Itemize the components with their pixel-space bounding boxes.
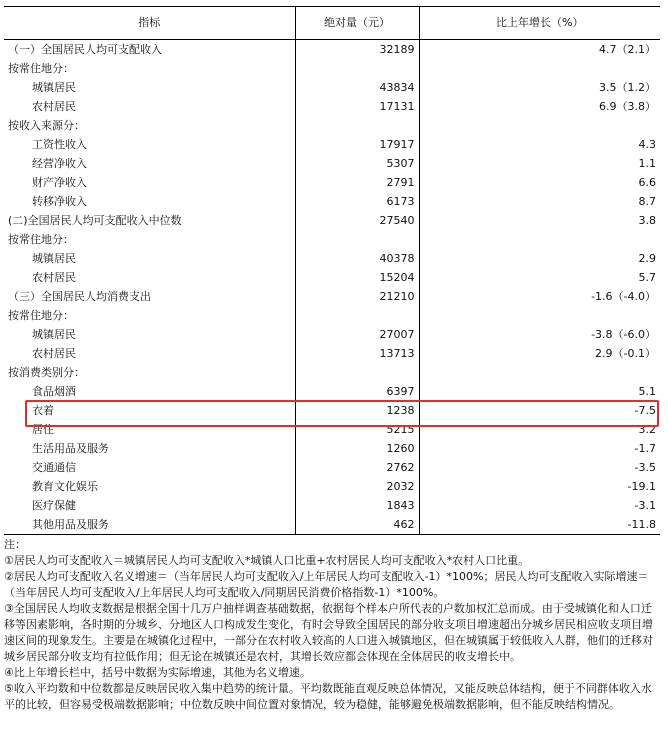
row-growth [419,306,660,325]
row-absolute-value: 2762 [295,458,419,477]
row-absolute-value [295,306,419,325]
row-label: 农村居民 [32,270,76,284]
row-growth: 2.9（-0.1） [419,344,660,363]
row-growth: 6.6 [419,173,660,192]
note-4: ④比上年增长栏中，括号中数据为实际增速，其他为名义增速。 [4,666,311,679]
row-growth [419,59,660,78]
row-label: 按常住地分： [8,232,74,246]
table-row [4,192,660,211]
row-growth: -19.1 [419,477,660,496]
row-label: 财产净收入 [32,175,87,189]
table-row [4,40,660,60]
row-label: （三）全国居民人均消费支出 [8,289,151,303]
notes-section [4,537,660,713]
row-label: （一）全国居民人均可支配收入 [8,42,162,56]
table-body [4,40,660,535]
row-absolute-value: 13713 [295,344,419,363]
row-label: 农村居民 [32,346,76,360]
row-label: 按常住地分： [8,308,74,322]
table-row [4,78,660,97]
table-row [4,458,660,477]
table-row [4,97,660,116]
table-row [4,116,660,135]
row-label: 衣着 [32,403,54,417]
row-growth [419,230,660,249]
row-absolute-value: 40378 [295,249,419,268]
table-row [4,401,660,420]
row-label: 食品烟酒 [32,384,76,398]
note-5: ⑤收入平均数和中位数都是反映居民收入集中趋势的统计量。平均数既能直观反映总体情况，又能反映总体结构，便于不同群体收入水平的比较，但容易受极端数据影响；中位数反映中间位置对象情况，较为稳健，能够避免极端数据影响，但不能反映结构情况。 [4,682,652,711]
row-absolute-value: 1843 [295,496,419,515]
row-label: 医疗保健 [32,498,76,512]
row-growth: 6.9（3.8） [419,97,660,116]
row-growth: 8.7 [419,192,660,211]
row-absolute-value [295,59,419,78]
row-growth: -3.8（-6.0） [419,325,660,344]
row-label: 按收入来源分： [8,118,85,132]
table-row [4,268,660,287]
row-absolute-value: 27007 [295,325,419,344]
table-row [4,59,660,78]
row-absolute-value [295,230,419,249]
table-row [4,496,660,515]
row-absolute-value: 17131 [295,97,419,116]
row-absolute-value: 1260 [295,439,419,458]
row-absolute-value: 1238 [295,401,419,420]
row-absolute-value: 462 [295,515,419,535]
row-label: (二)全国居民人均可支配收入中位数 [8,213,182,227]
row-absolute-value: 27540 [295,211,419,230]
income-expenditure-table [4,6,660,535]
header-absolute-value: 绝对量（元） [295,7,419,40]
row-absolute-value: 15204 [295,268,419,287]
row-label: 农村居民 [32,99,76,113]
row-absolute-value: 21210 [295,287,419,306]
row-growth: 5.1 [419,382,660,401]
table-row [4,211,660,230]
row-label: 城镇居民 [32,251,76,265]
table-row [4,344,660,363]
row-growth: 4.3 [419,135,660,154]
row-growth: 3.5（1.2） [419,78,660,97]
row-label: 其他用品及服务 [4,515,295,535]
row-growth: 1.1 [419,154,660,173]
note-2: ②居民人均可支配收入名义增速＝（当年居民人均可支配收入/上年居民人均可支配收入-1）*100%；居民人均可支配收入实际增速＝（当年居民人均可支配收入/上年居民人均可支配收入/同期居民消费价格指数-1）*100%。 [4,570,649,599]
table-row [4,477,660,496]
table-row [4,154,660,173]
table-row [4,439,660,458]
table-row [4,287,660,306]
row-label: 城镇居民 [32,80,76,94]
row-growth: 4.7（2.1） [419,40,660,60]
row-absolute-value: 6397 [295,382,419,401]
row-absolute-value [295,116,419,135]
table-row [4,135,660,154]
table-row [4,325,660,344]
row-absolute-value: 32189 [295,40,419,60]
table-row [4,230,660,249]
row-label: 生活用品及服务 [32,441,109,455]
row-absolute-value: 17917 [295,135,419,154]
row-growth: -11.8 [419,515,660,535]
table-row [4,420,660,439]
row-absolute-value: 5215 [295,420,419,439]
table-row [4,173,660,192]
row-label: 教育文化娱乐 [32,479,98,493]
row-absolute-value: 2032 [295,477,419,496]
notes-title: 注： [4,538,26,551]
table-row [4,249,660,268]
row-label: 城镇居民 [32,327,76,341]
row-growth [419,116,660,135]
table-header-row [4,7,660,40]
row-absolute-value: 43834 [295,78,419,97]
row-growth: 3.2 [419,420,660,439]
header-indicator: 指标 [4,7,295,40]
row-label: 按消费类别分： [8,365,85,379]
row-absolute-value [295,363,419,382]
row-growth: -1.7 [419,439,660,458]
row-label: 居住 [32,422,54,436]
header-growth: 比上年增长（%） [419,7,660,40]
note-1: ①居民人均可支配收入＝城镇居民人均可支配收入*城镇人口比重+农村居民人均可支配收入*农村人口比重。 [4,554,530,567]
statistics-table-container [4,6,660,535]
row-growth: -1.6（-4.0） [419,287,660,306]
note-3: ③全国居民人均收支数据是根据全国十几万户抽样调查基础数据，依据每个样本户所代表的户数加权汇总而成。由于受城镇化和人口迁移等因素影响，各时期的分城乡、分地区人口构成发生变化，有时会导致全国居民的部分收支项目增速超出分城乡居民相应收支项目增速区间的现象发生。主要是在城镇化过程中，一部分在农村收入较高的人口进入城镇地区，但在城镇属于较低收入人群，他们的迁移对城乡居民部分收支均有拉低作用；但无论在城镇还是农村，其增长效应都会体现在全体居民的收支增长中。 [4,602,653,663]
row-growth: 5.7 [419,268,660,287]
table-row [4,363,660,382]
row-label: 按常住地分： [8,61,74,75]
row-label: 经营净收入 [32,156,87,170]
table-row [4,306,660,325]
row-absolute-value: 5307 [295,154,419,173]
row-growth: 2.9 [419,249,660,268]
row-label: 转移净收入 [32,194,87,208]
row-growth [419,363,660,382]
row-absolute-value: 2791 [295,173,419,192]
table-row [4,382,660,401]
row-label: 工资性收入 [32,137,87,151]
row-label: 交通通信 [32,460,76,474]
row-growth: -3.5 [419,458,660,477]
row-growth: -3.1 [419,496,660,515]
row-absolute-value: 6173 [295,192,419,211]
table-row [4,515,660,535]
row-growth: 3.8 [419,211,660,230]
row-growth: -7.5 [419,401,660,420]
